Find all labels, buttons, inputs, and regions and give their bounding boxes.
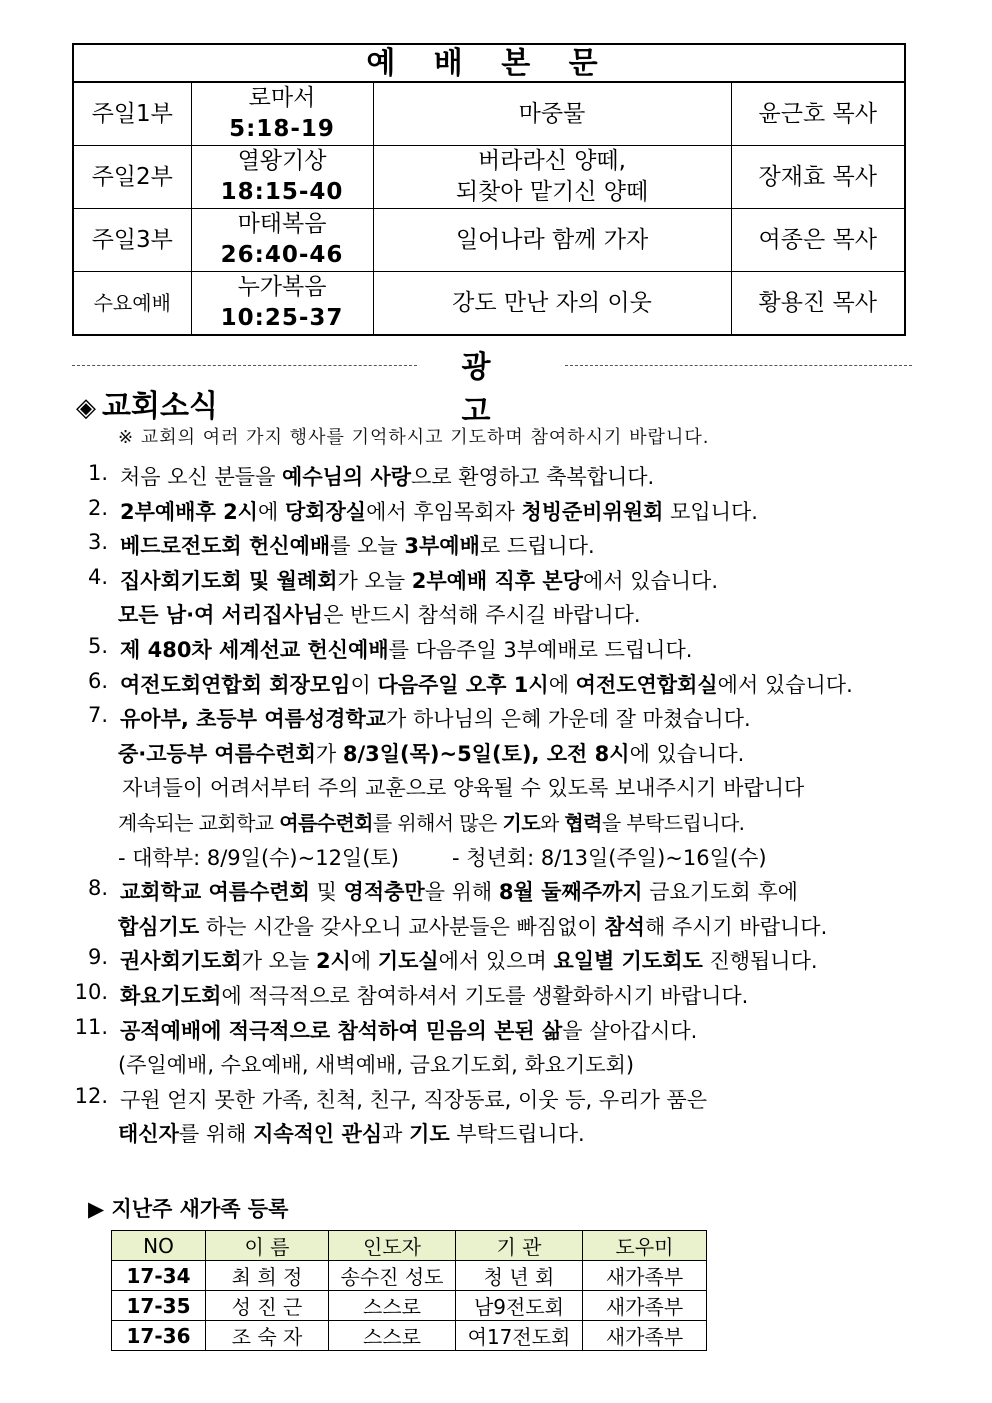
scripture-ref: 열왕기상 18:15-40	[191, 146, 373, 209]
service-name: 주일3부	[73, 209, 191, 272]
item-number: 6.	[87, 668, 108, 693]
worship-row	[73, 209, 905, 272]
item-number: 10.	[74, 980, 108, 1004]
worship-table	[72, 43, 906, 336]
item-number: 5.	[87, 634, 108, 658]
sermon-title: 버라라신 양떼, 되찾아 맡기신 양떼	[373, 146, 731, 209]
item-number: 8.	[87, 876, 108, 901]
pastor-name: 여종은 목사	[731, 209, 905, 272]
pastor-name: 윤근호 목사	[731, 82, 905, 146]
item-number: 11.	[74, 1014, 108, 1039]
item-number: 4.	[87, 564, 108, 589]
table-cell: 청 년 회	[456, 1261, 583, 1291]
item-number: 9.	[87, 945, 108, 970]
dashed-divider-right	[565, 365, 912, 366]
worship-title: 예 배 본 문	[73, 44, 905, 82]
column-header: 이 름	[206, 1231, 329, 1261]
column-header: 인도자	[329, 1231, 456, 1261]
table-cell: 남9전도회	[456, 1291, 583, 1321]
church-news-heading: ◈ 교회소식	[76, 389, 218, 424]
table-cell: 스스로	[329, 1291, 456, 1321]
table-cell: 새가족부	[583, 1291, 707, 1321]
table-cell: 조 숙 자	[206, 1321, 329, 1351]
table-cell: 새가족부	[583, 1321, 707, 1351]
table-cell: 여17전도회	[456, 1321, 583, 1351]
item-number: 7.	[87, 703, 108, 728]
sermon-title: 강도 만난 자의 이웃	[373, 272, 731, 336]
item-number: 12.	[74, 1083, 108, 1108]
table-cell: 송수진 성도	[329, 1261, 456, 1291]
scripture-ref: 누가복음 10:25-37	[191, 272, 373, 336]
item-number: 3.	[87, 530, 108, 555]
diamond-bullet-icon: ◈	[76, 393, 96, 423]
table-cell: 성 진 근	[206, 1291, 329, 1321]
news-note: ※ 교회의 여러 가지 행사를 기억하시고 기도하며 참여하시기 바랍니다.	[118, 427, 710, 448]
sermon-title: 마중물	[373, 82, 731, 146]
service-name: 주일1부	[73, 82, 191, 146]
worship-row	[73, 272, 905, 336]
worship-row	[73, 82, 905, 146]
table-row	[112, 1321, 707, 1351]
scripture-ref: 마태복음 26:40-46	[191, 209, 373, 272]
table-cell: 17-34	[112, 1261, 206, 1291]
item-number: 1.	[87, 461, 108, 485]
column-header: 기 관	[456, 1231, 583, 1261]
service-name: 수요예배	[73, 272, 191, 336]
table-cell: 최 희 정	[206, 1261, 329, 1291]
item-number: 2.	[87, 495, 108, 520]
service-name: 주일2부	[73, 146, 191, 209]
sermon-title: 일어나라 함께 가자	[373, 209, 731, 272]
new-family-heading: ▶ 지난주 새가족 등록	[88, 1197, 289, 1221]
table-header-row	[112, 1231, 707, 1261]
scripture-ref: 로마서 5:18-19	[191, 82, 373, 146]
table-cell: 17-35	[112, 1291, 206, 1321]
new-family-table	[111, 1230, 707, 1351]
dashed-divider-left	[72, 365, 417, 366]
table-cell: 스스로	[329, 1321, 456, 1351]
column-header: 도우미	[583, 1231, 707, 1261]
announcements-title: 광 고	[461, 350, 519, 429]
table-cell: 17-36	[112, 1321, 206, 1351]
worship-row	[73, 146, 905, 209]
table-cell: 새가족부	[583, 1261, 707, 1291]
column-header: NO	[112, 1231, 206, 1261]
table-row	[112, 1261, 707, 1291]
table-row	[112, 1291, 707, 1321]
pastor-name: 장재효 목사	[731, 146, 905, 209]
pastor-name: 황용진 목사	[731, 272, 905, 336]
